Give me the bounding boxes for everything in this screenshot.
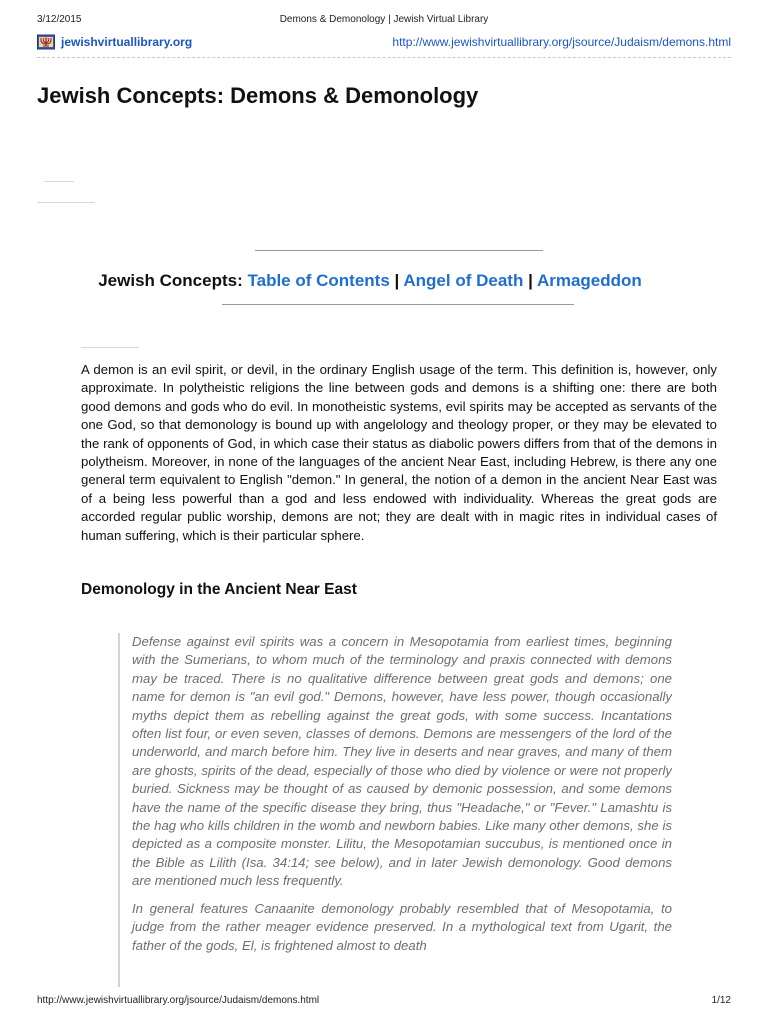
concepts-nav	[0, 271, 740, 291]
nav-bottom-rule	[222, 304, 574, 305]
quote-paragraph: Defense against evil spirits was a concern in Mesopotamia from earliest times, beginning with the Sumerians, to whom much of the terminology and praxis connected with demons may be traced. There is no qualitative difference between great gods and demons; one name for demon is "an evil god." Demons, however, have less power, though occasionally myths depict them as rebelling against the great gods, with some success. Incantations often list four, or even seven, classes of demons. Demons are messengers of the lord of the underworld, and march before him. They live in deserts and near graves, and many of them are ghosts, spirits of the dead, especially of those who died by violence or were not properly buried. Sickness may be thought of as caused by demonic possession, and some demons have the name of the specific disease they bring, thus "Headache," or "Fever." Lamashtu is the hag who kills children in the womb and newborn babies. Like many other demons, she is depicted as a composite monster. Lilitu, the Mesopotamian succubus, is mentioned once in the Bible as Lilith (Isa. 34:14; see below), and in later Jewish demonology. Good demons are mentioned much less frequently.	[132, 634, 672, 889]
footer-url: http://www.jewishvirtuallibrary.org/jsource/Judaism/demons.html	[37, 995, 320, 1006]
concepts-nav-label: Jewish Concepts:	[98, 271, 243, 290]
decorative-divider	[37, 202, 95, 203]
site-bar	[37, 32, 731, 54]
site-home-link[interactable]: jewishvirtuallibrary.org	[61, 35, 193, 49]
nav-separator: |	[394, 271, 400, 290]
menorah-logo-icon[interactable]	[37, 34, 55, 50]
quote-paragraph: In general features Canaanite demonology probably resembled that of Mesopotamia, to judge from the rather meager evidence preserved. In a mythological text from Ugarit, the father of the gods, El, is frightened almost to death	[132, 900, 672, 953]
page-number: 1/12	[711, 995, 731, 1006]
angel-of-death-link[interactable]: Angel of Death	[403, 271, 524, 290]
decorative-divider	[44, 181, 74, 182]
intro-paragraph: A demon is an evil spirit, or devil, in the ordinary English usage of the term. This definition is, however, only approximate. In polytheistic religions the line between gods and demons is a shifting one: there are both good demons and gods who do evil. In monotheistic systems, evil spirits may be accepted as servants of the one God, so that demonology is bound up with angelology and theology proper, or they may be elevated to the rank of opponents of God, in which case their status as diabolic powers differs from that of the demons in polytheism. Moreover, in none of the languages of the ancient Near East, including Hebrew, is there any one general term equivalent to English "demon." In general, the notion of a demon in the ancient Near East was of a being less powerful than a god and less endowed with individuality. Whereas the great gods are accorded regular public worship, demons are not; they are dealt with in magic rites in individual cases of human suffering, which is their particular sphere.	[81, 362, 717, 543]
section-heading: Demonology in the Ancient Near East	[81, 581, 357, 598]
print-footer	[0, 995, 768, 1009]
nav-separator: |	[528, 271, 533, 290]
print-date: 3/12/2015	[37, 14, 82, 25]
armageddon-link[interactable]: Armageddon	[536, 271, 642, 290]
page-title: Jewish Concepts: Demons & Demonology	[37, 83, 479, 108]
page-url-link[interactable]: http://www.jewishvirtuallibrary.org/jsource/Judaism/demons.html	[392, 35, 731, 49]
nav-top-rule	[255, 250, 543, 251]
table-of-contents-link[interactable]: Table of Contents	[247, 271, 390, 290]
blockquote	[118, 633, 672, 987]
print-page-title: Demons & Demonology | Jewish Virtual Library	[279, 14, 489, 25]
print-header	[0, 14, 768, 26]
decorative-divider	[81, 347, 139, 348]
header-divider	[37, 57, 731, 58]
